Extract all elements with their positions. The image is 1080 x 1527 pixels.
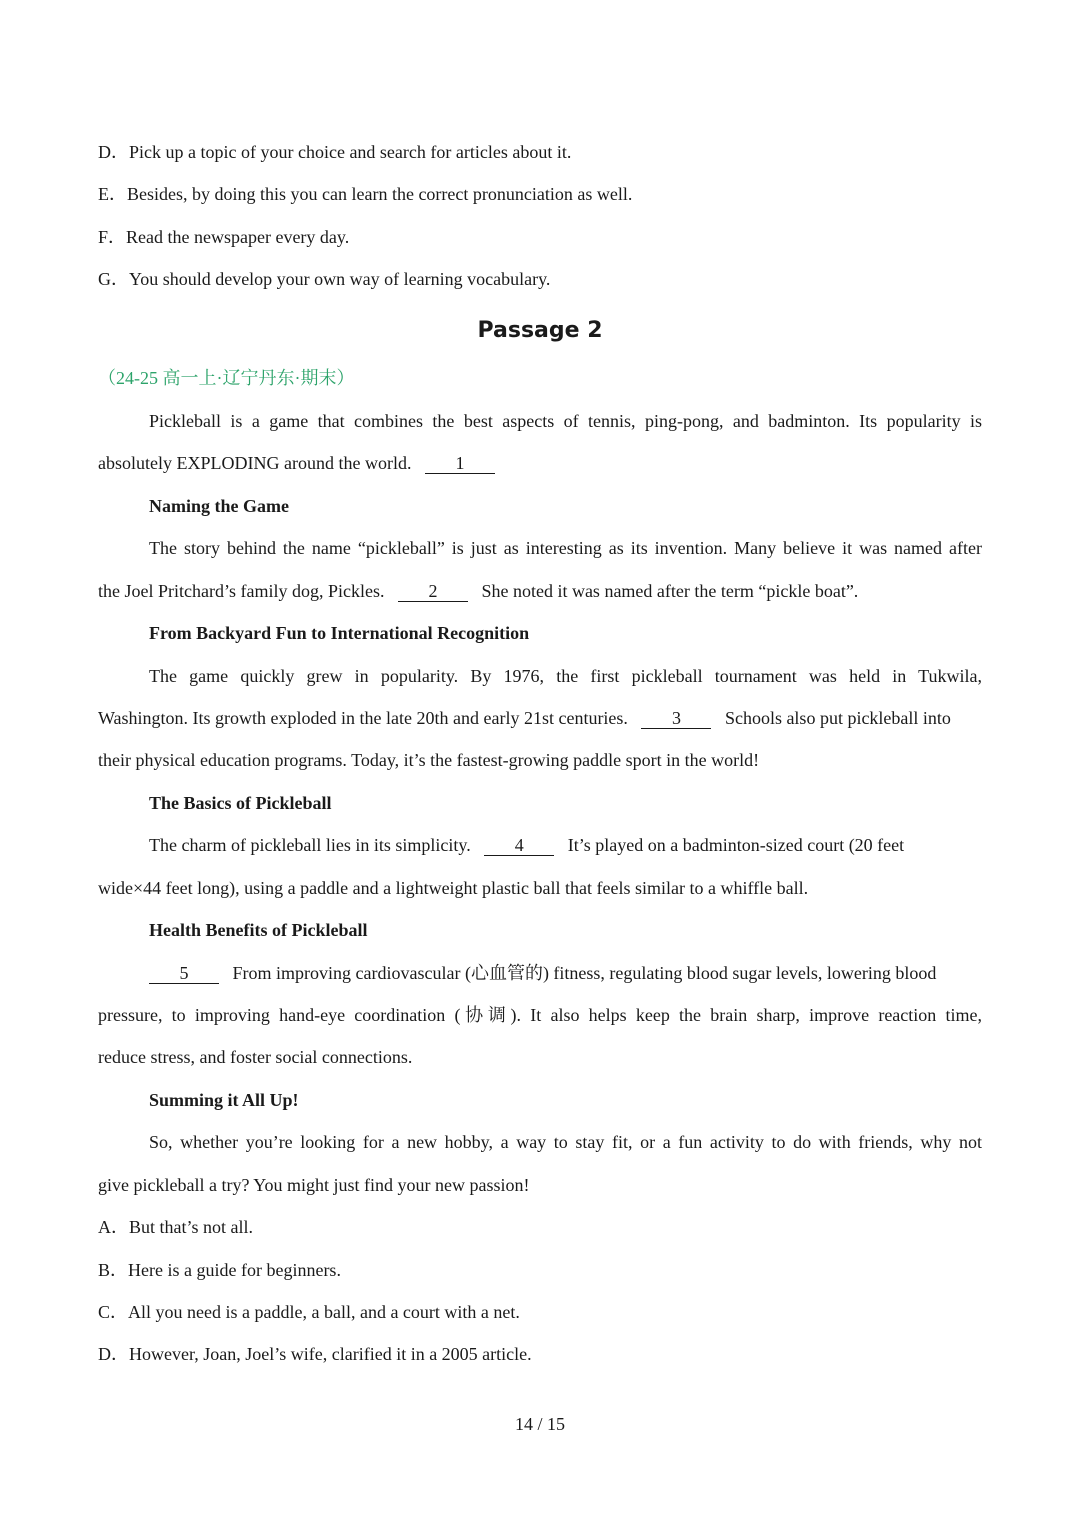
p5-line2: pressure, to improving hand-eye coordination (协调). It also helps keep the brain sharp, improve reaction time, (98, 1005, 982, 1025)
option-b: B．Here is a guide for beginners. (98, 1260, 341, 1280)
option-e-top: E．Besides, by doing this you can learn the correct pronunciation as well. (98, 184, 633, 204)
p6-line1: So, whether you’re looking for a new hobby, a way to stay fit, or a fun activity to do with friends, why not (149, 1132, 982, 1152)
p2-line2: the Joel Pritchard’s family dog, Pickles. 2 She noted it was named after the term “pickle boat”. (98, 581, 859, 601)
p3-line1: The game quickly grew in popularity. By 1976, the first pickleball tournament was held in Tukwila, (149, 666, 982, 686)
blank-2: 2 (398, 581, 468, 602)
passage-title: Passage 2 (477, 318, 603, 343)
blank-4: 4 (484, 835, 554, 856)
p1-line2: absolutely EXPLODING around the world. 1 (98, 451, 495, 475)
heading-basics: The Basics of Pickleball (149, 793, 332, 813)
p3-line3: their physical education programs. Today, it’s the fastest-growing paddle sport in the world! (98, 750, 760, 770)
p5-line3: reduce stress, and foster social connections. (98, 1047, 413, 1067)
option-a: A．But that’s not all. (98, 1217, 253, 1237)
option-d-top: D．Pick up a topic of your choice and search for articles about it. (98, 142, 572, 162)
heading-naming: Naming the Game (149, 496, 289, 516)
heading-summing: Summing it All Up! (149, 1090, 299, 1110)
p2-line1: The story behind the name “pickleball” is just as interesting as its invention. Many believe it was named after (149, 538, 982, 558)
option-d: D．However, Joan, Joel’s wife, clarified it in a 2005 article. (98, 1344, 532, 1364)
p5-line1: 5 From improving cardiovascular (心血管的) fitness, regulating blood sugar levels, lowering blood (149, 961, 936, 985)
p4-line2: wide×44 feet long), using a paddle and a lightweight plastic ball that feels similar to a whiffle ball. (98, 878, 809, 898)
heading-health: Health Benefits of Pickleball (149, 920, 368, 940)
option-g-top: G．You should develop your own way of learning vocabulary. (98, 269, 551, 289)
p4-line1: The charm of pickleball lies in its simplicity. 4 It’s played on a badminton-sized court (20 feet (149, 835, 905, 855)
p1-line1: Pickleball is a game that combines the best aspects of tennis, ping-pong, and badminton. Its popularity is (149, 411, 982, 431)
blank-3: 3 (641, 708, 711, 729)
option-f-top: F．Read the newspaper every day. (98, 227, 350, 247)
option-c: C．All you need is a paddle, a ball, and a court with a net. (98, 1302, 520, 1322)
p3-line2: Washington. Its growth exploded in the late 20th and early 21st centuries. 3 Schools also put pickleball into (98, 708, 951, 728)
p6-line2: give pickleball a try? You might just find your new passion! (98, 1175, 530, 1195)
heading-backyard: From Backyard Fun to International Recognition (149, 623, 530, 643)
blank-1: 1 (425, 453, 495, 474)
passage-source: （24-25 高一上·辽宁丹东·期末） (98, 368, 355, 388)
page-number: 14 / 15 (514, 1414, 565, 1434)
blank-5: 5 (149, 963, 219, 984)
